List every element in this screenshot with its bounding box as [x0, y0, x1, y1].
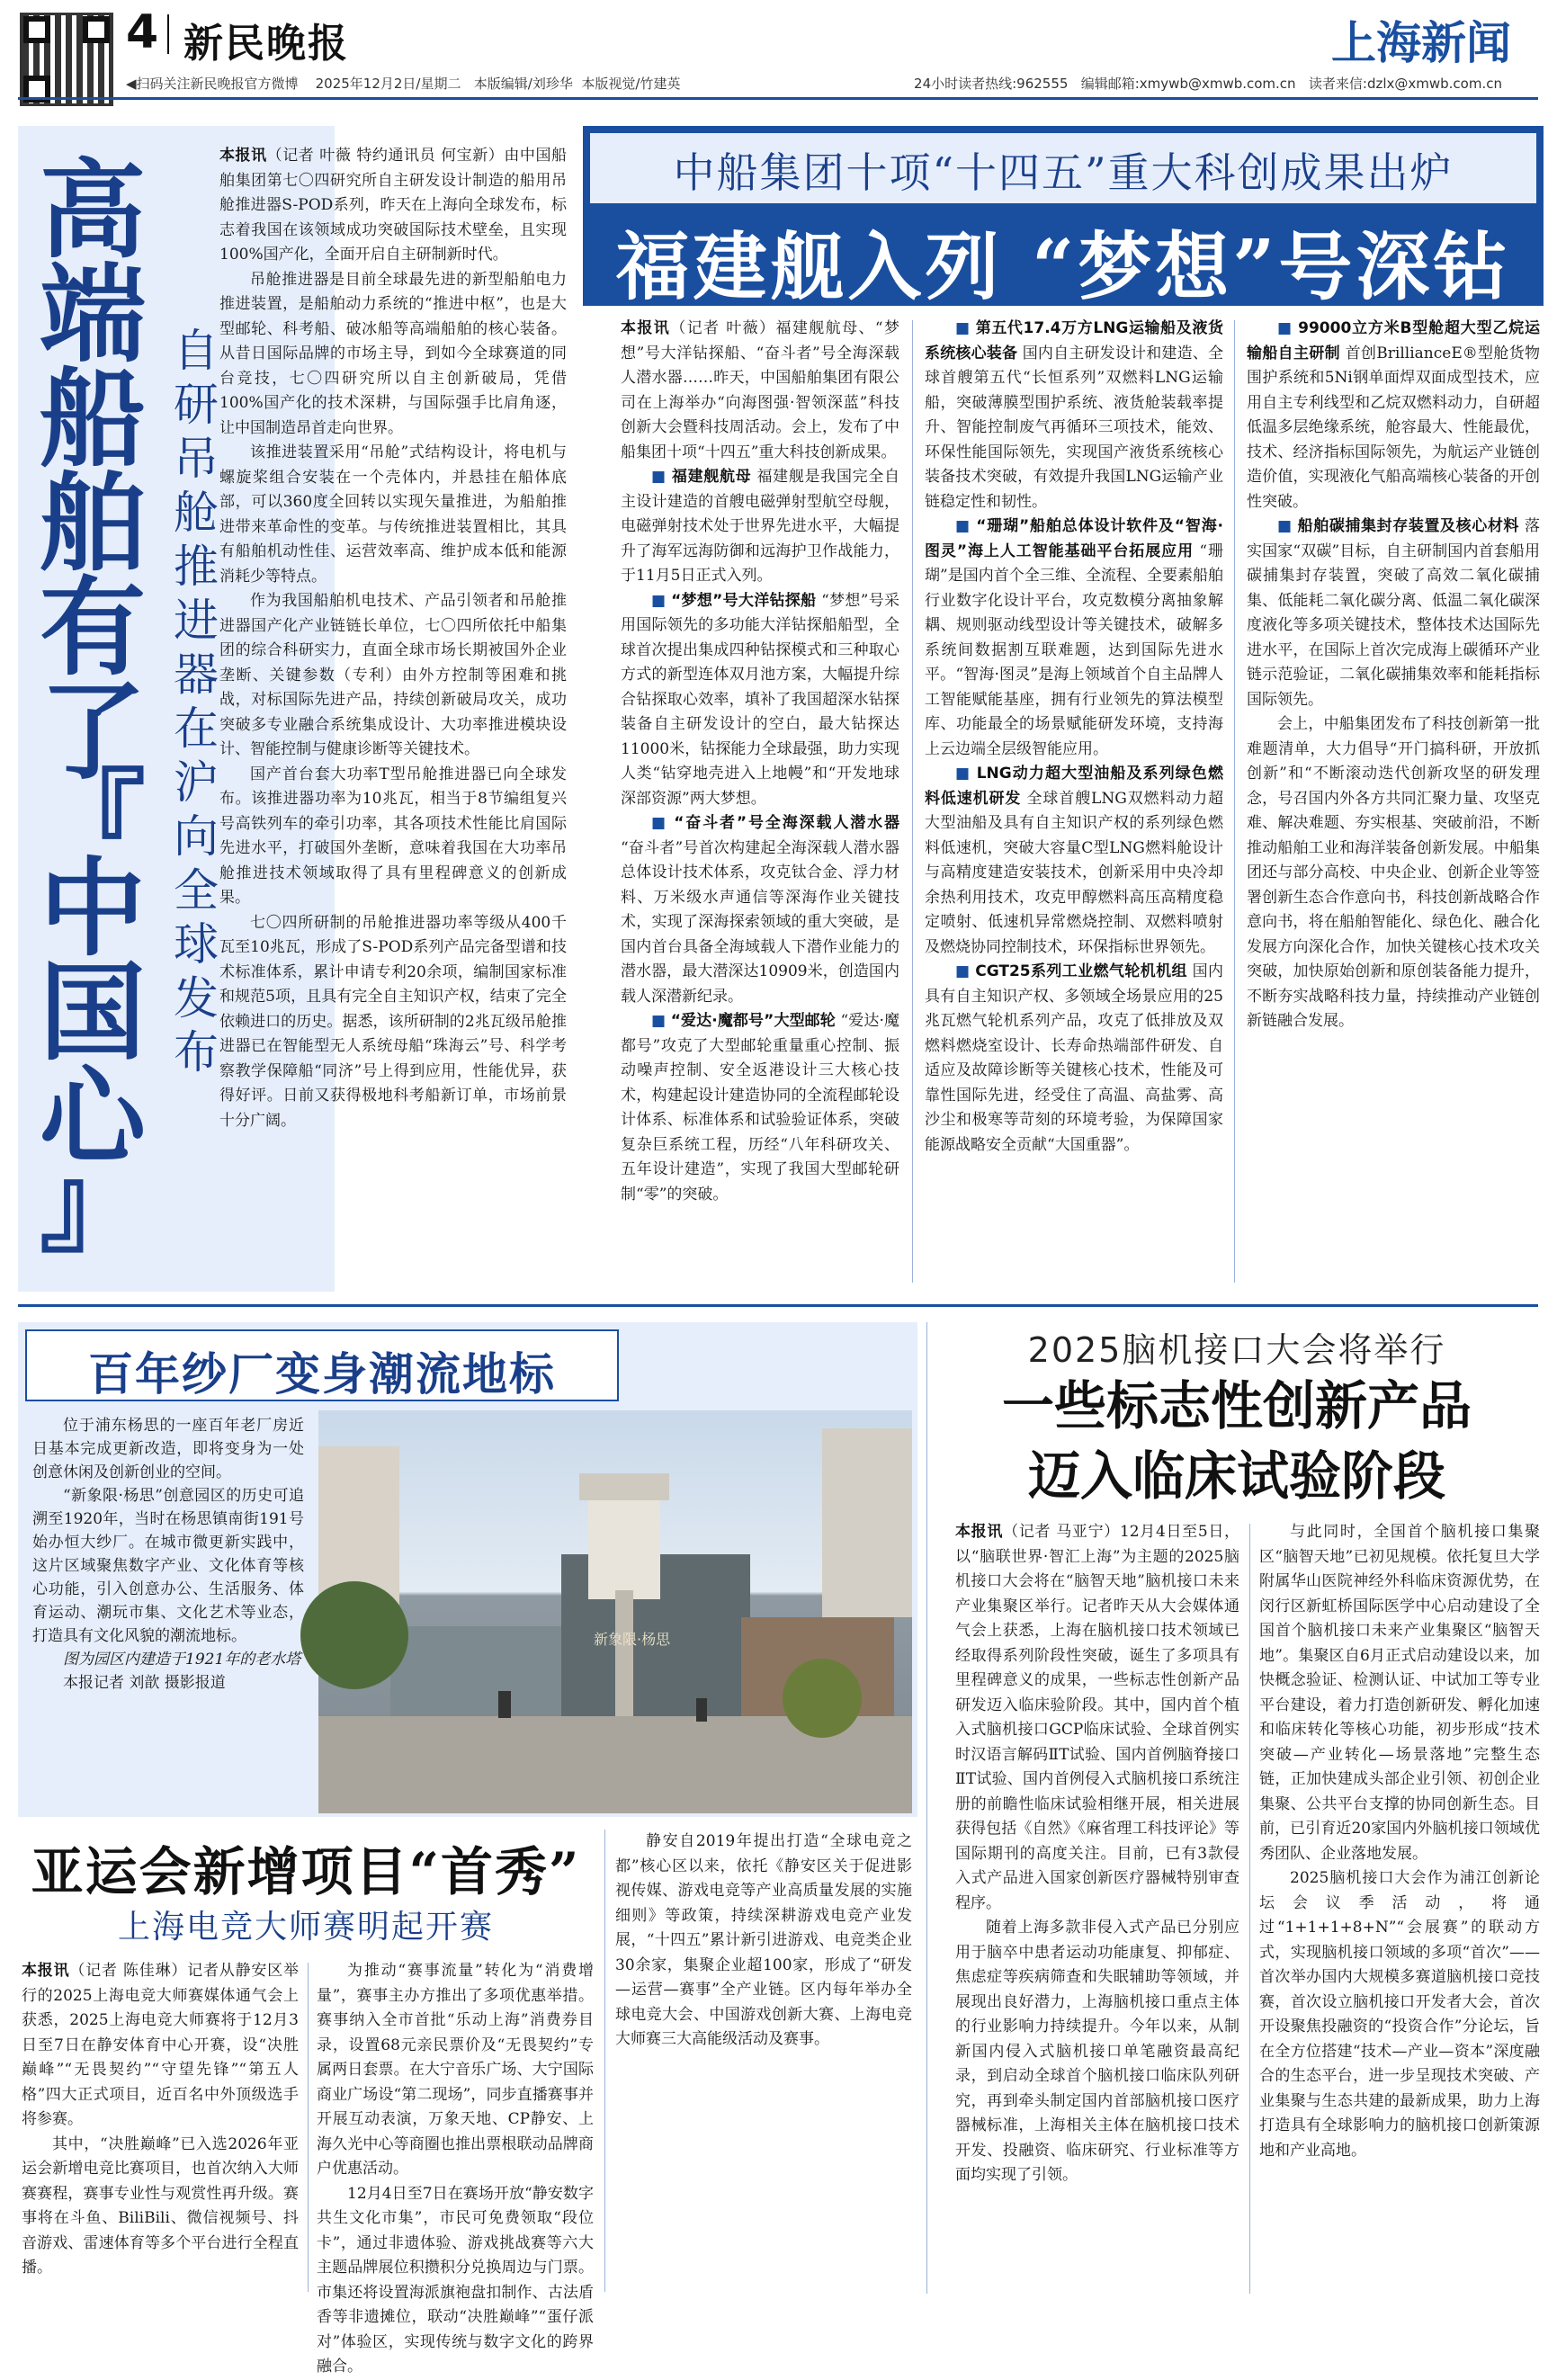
paragraph [955, 1520, 1239, 1916]
paragraph: 会上，中船集团发布了科技创新第一批难题清单，大力倡导“开门搞科研，开放抓创新”和“不断滚动迭代创新攻坚的研发理念，号召国内外各方共同汇聚力量、攻坚克难、解决难题、夯实根基、突破前沿，不断推动船舶工业和海洋装备创新发展。中船集团还与部分高校、中央企业、创新企业等签署创新生态合作意向书，科技创新战略合作意向书，将在船舶智能化、绿色化、融合化发展方向深化合作，加快关键核心技术攻关突破，加快原始创新和原创装备能力提升，不断夯实战略科技力量，持续推动产业链创新链融合发展。 [1247, 715, 1540, 1030]
story5-col-1 [22, 1959, 299, 2294]
water-tower [588, 1491, 660, 1599]
subhead-char: 舱 [174, 487, 219, 539]
story4-kicker: 2025脑机接口大会将举行 [1027, 1330, 1446, 1370]
byline: 本报讯 [22, 1962, 70, 1980]
paragraph [1247, 317, 1540, 514]
subhead-char: 推 [174, 541, 219, 593]
section-title: 上海新闻 [1331, 17, 1511, 69]
factory-photo [318, 1410, 912, 1813]
headline-char: 船 [39, 356, 146, 481]
subhead-char: 进 [174, 595, 219, 647]
paragraph-text: “爱达·魔都号”攻克了大型邮轮重量重心控制、振动噪声控制、安全返港设计三大核心技术，构建起设计建造协同的全流程邮轮设计体系、标准体系和试验验证体系，突破复杂巨系统工程，历经“八年科研攻关、五年设计建造”，实现了我国大型邮轮研制“零”的突破。 [621, 1012, 900, 1203]
paragraph: 与此同时，全国首个脑机接口集聚区“脑智天地”已初见规模。依托复旦大学附属华山医院神经外科临床资源优势，在闵行区新虹桥国际医学中心启动建设了全国首个脑机接口未来产业集聚区“脑智天地”。集聚区自6月正式启动建设以来，加快概念验证、检测认证、中试加工等专业平台建设，着力打造创新研发、孵化加速和临床转化等核心功能，初步形成“技术突破—产业转化—场景落地”完整生态链，正加快建成头部企业引领、初创企业集聚、公共平台支撑的协同创新生态。目前，已引育近20家国内外脑机接口领域优秀团队、企业落地发展。 [1259, 1523, 1540, 1863]
headline-line: 迈入临床试验阶段 [1027, 1445, 1445, 1507]
paragraph: “新象限·杨思”创意园区的历史可追溯至1920年，当时在杨思镇南街191号始办恒大纱厂。在城市微更新实践中，这片区域聚焦数字产业、文化体育等核心功能，引入创意办公、生活服务、体育运动、潮玩市集、文化艺术等业态，打造具有文化风貌的潮流地标。 [32, 1487, 304, 1645]
story2-col-1 [621, 317, 899, 1288]
visual-editor: 本版视觉/竹建英 [581, 76, 681, 92]
paragraph [621, 589, 899, 812]
column-rule [308, 1963, 309, 2292]
paragraph [621, 317, 899, 465]
subhead-char: 研 [174, 379, 219, 431]
item-title: 船舶碳捕集封存装置及核心材料 [1297, 517, 1520, 535]
paragraph: 该推进装置采用“吊舱”式结构设计，将电机与螺旋桨组合安装在一个壳体内，并悬挂在船体底部，可以360度全回转以实现矢量推进，为船舶推进带来革命性的变革。与传统推进装置相比，其具有船舶机动性佳、运营效率高、维护成本低和能源消耗少等特点。 [219, 443, 567, 586]
square-bullet-icon: ■ [651, 814, 667, 832]
paragraph-text: 落实国家“双碳”目标，自主研制国内首套船用碳捕集封存装置，突破了高效二氧化碳捕集、低能耗二氧化碳分离、低温二氧化碳深度液化等多项关键技术，整体技术达国际先进水平，在国际上首次完成海上碳循环产业链示范验证，二氧化碳捕集效率和能耗指标国际领先。 [1247, 517, 1541, 709]
letters-email: 读者来信:dzlx@xmwb.com.cn [1308, 76, 1502, 92]
paragraph [925, 960, 1223, 1158]
item-title: CGT25系列工业燃气轮机机组 [975, 962, 1187, 980]
photo-credit: 本报记者 刘歆 摄影报道 [63, 1674, 226, 1692]
paragraph-text: （记者 陈佳琳）记者从静安区举行的2025上海电竞大师赛媒体通气会上获悉，2025上海电竞大师赛将于12月3日至7日在静安体育中心开赛，设“决胜巅峰”“无畏契约”“守望先锋”“第五人格”四大正式项目，近百名中外顶级选手将参赛。 [22, 1962, 300, 2128]
factory-illustration [318, 1410, 912, 1813]
story5-subhead: 上海电竞大师赛明起开赛 [117, 1909, 494, 1946]
item-title: 99000立方米B型舱超大型乙烷运输船自主研制 [1247, 319, 1541, 362]
subhead-char: 吊 [174, 433, 219, 485]
headline-char: 国 [39, 950, 146, 1075]
square-bullet-icon: ■ [955, 765, 971, 783]
paragraph [1247, 514, 1540, 712]
paragraph: 随着上海多款非侵入式产品已分别应用于脑卒中患者运动功能康复、抑郁症、焦虑症等疾病筛查和失眠辅助等领域，并展现出良好潜力，上海脑机接口重点主体的行业影响力持续提升。今年以来，从制新国内侵入式脑机接口单笔融资最高纪录，到启动全球首个脑机接口临床队列研究，再到牵头制定国内首部脑机接口医疗器械标准，上海相关主体在脑机接口技术开发、投融资、临床研究、行业标准等方面均实现了引领。 [955, 1919, 1239, 2184]
story2-kicker: 中船集团十项“十四五”重大科创成果出炉 [673, 148, 1454, 197]
story1-body [219, 144, 567, 1286]
square-bullet-icon: ■ [955, 319, 971, 337]
story4-headline [935, 1371, 1538, 1511]
story5-col-3 [615, 1830, 912, 2294]
byline: 本报讯 [219, 147, 267, 165]
date-line: 2025年12月2日/星期二 [315, 76, 461, 92]
paragraph: 其中，“决胜巅峰”已入选2026年亚运会新增电竞比赛项目，也首次纳入大师赛赛程，赛事专业性与观赏性再升级。赛事将在斗鱼、BiliBili、微信视频号、抖音游戏、雷速体育等多个平台进行全程直播。 [22, 2134, 299, 2277]
tree [300, 1581, 408, 1689]
subhead-char: 发 [174, 972, 219, 1024]
paragraph-text: 国内自主研发设计和建造、全球首艘第五代“长恒系列”双燃料LNG运输船，突破薄膜型围护系统、液货舱装载率提升、智能控制废气再循环三项技术，能效、环保性能国际领先，实现国产液货系统核心装备技术突破，有效提升我国LNG运输产业链稳定性和韧性。 [925, 344, 1224, 511]
headline-char: 高 [39, 148, 146, 273]
story2-col-2 [925, 317, 1223, 1288]
page-number: 4 [126, 5, 159, 59]
paragraph: 作为我国船舶机电技术、产品引领者和吊舱推进器国产化产业链链长单位，七〇四所依托中船集团的综合科研实力，直面全球市场长期被国外企业垄断、关键参数（专利）由外方控制等困难和挑战，对标国际先进产品，持续创新破局攻关，成功突破多专业融合系统集成设计、大功率推进模块设计、智能控制与健康诊断等关键技术。 [219, 592, 567, 758]
headline-char: 了 [39, 669, 146, 794]
subhead-char: 全 [174, 864, 219, 917]
story3-body [32, 1414, 304, 1810]
headline-char: 』 [39, 1142, 146, 1267]
paragraph-text: （记者 马亚宁）12月4日至5日，以“脑联世界·智汇上海”为主题的2025脑机接口大会将在“脑智天地”脑机接口未来产业集聚区举行。记者昨天从大会媒体通气会上获悉，上海在脑机接口技术领域已经取得系列阶段性突破，诞生了多项具有里程碑意义的成果，一些标志性创新产品研发迈入临床验阶段。其中，国内首个植入式脑机接口GCP临床试验、全球首例实时汉语言解码ⅡT试验、国内首例脑脊接口ⅡT试验、国内首例侵入式脑机接口系统注册的前瞻性临床试验相继开展，相关进展获得包括《自然》《麻省理工科技评论》等国际期刊的高度关注。目前，已有3款侵入式产品进入国家创新医疗器械特别审查程序。 [955, 1523, 1240, 1912]
column-rule [912, 320, 913, 1283]
story2-headline: 福建舰入列 “梦想”号深钻 [615, 224, 1511, 310]
headline-line: 一些标志性创新产品 [1001, 1375, 1472, 1436]
paragraph: 国产首台套大功率T型吊舱推进器已向全球发布。该推进器功率为10兆瓦，相当于8节编组复兴号高铁列车的牵引功率，其各项技术性能比肩国际先进水平，打破国外垄断，意味着我国在大功率吊舱推进技术领域取得了具有里程碑意义的创新成果。 [219, 765, 567, 907]
square-bullet-icon: ■ [1277, 319, 1293, 337]
paragraph-text: 全球首艘LNG双燃料动力超大型油船及具有自主知识产权的系列绿色燃料低速机，突破大容量C型LNG燃料舱设计与高精度建造安装技术，创新采用中央冷却余热利用技术，攻克甲醇燃料高压高精度稳定喷射、低速机异常燃烧控制、双燃料喷射及燃烧协同控制技术，环保指标世界领先。 [925, 789, 1224, 956]
story1-subhead [169, 324, 223, 1079]
divider [167, 14, 169, 54]
photo-sign: 新象限·杨思 [594, 1631, 671, 1648]
item-title: LNG动力超大型油船及系列绿色燃料低速机研发 [925, 765, 1224, 808]
qr-finder-icon [23, 16, 50, 43]
paragraph: 吊舱推进器是目前全球最先进的新型船舶电力推进装置，是船舶动力系统的“推进中枢”，也是大型邮轮、科考船、破冰船等高端船舶的核心装备。从昔日国际品牌的市场主导，到如今全球赛道的同台竞技，七〇四研究所以自主创新破局，凭借100%国产化的技术深耕，与国际强手比肩角逐，让中国制造昂首走向世界。 [219, 270, 567, 437]
pedestrian [498, 1691, 511, 1718]
item-title: “珊瑚”船舶总体设计软件及“智海·图灵”海上人工智能基础平台拓展应用 [925, 517, 1224, 560]
paragraph [22, 1959, 299, 2133]
headline-char: 端 [39, 252, 146, 377]
paragraph-text: （记者 叶薇 特约通讯员 何宝新）由中国船舶集团第七〇四研究所自主研发设计制造的船用吊舱推进器S-POD系列，昨天在上海向全球发布，标志着我国在该领域成功突破国际技术壁垒，且实现100%国产化，全面开启自主研制新时代。 [219, 147, 567, 264]
story5-col-2 [317, 1959, 594, 2376]
section-rule [18, 1304, 1538, 1307]
paragraph: 静安自2019年提出打造“全球电竞之都”核心区以来，依托《静安区关于促进影视传媒、游戏电竞等产业高质量发展的实施细则》等政策，持续深耕游戏电竞产业发展，“十四五”累计新引进游戏、电竞类企业30余家，集聚企业超100家，形成了“研发—运营—赛事”全产业链。区内每年举办全球电竞大会、中国游戏创新大赛、上海电竞大师赛三大高能级活动及赛事。 [615, 1832, 912, 2048]
byline: 本报讯 [621, 319, 671, 337]
water-tower-top [579, 1473, 669, 1500]
story4-col-2 [1259, 1520, 1540, 2294]
pedestrian [696, 1698, 707, 1722]
masthead-info-line [126, 74, 1538, 93]
square-bullet-icon: ■ [1277, 517, 1293, 535]
column-rule [1234, 320, 1235, 1283]
headline-char: 『 [39, 757, 146, 882]
water-tower-leg [615, 1590, 633, 1716]
qr-hint: ◀扫码关注新民晚报官方微博 [126, 76, 299, 92]
item-title: “梦想”号大洋钻探船 [671, 591, 817, 610]
paragraph: 为推动“赛事流量”转化为“消费增量”，赛事主办方推出了多项优惠举措。赛事纳入全市首批“乐动上海”消费券目录，设置68元亲民票价及“无畏契约”专属两日套票。在大宁音乐广场、大宁国际商业广场设“第二现场”，同步直播赛事并开展互动表演，万象天地、CP静安、上海久光中心等商圈也推出票根联动品牌商户优惠活动。 [317, 1962, 594, 2178]
item-title: 第五代17.4万方LNG运输船及液货系统核心装备 [925, 319, 1223, 362]
headline-char: 心 [39, 1054, 146, 1179]
story2-col-3 [1247, 317, 1540, 1288]
square-bullet-icon: ■ [651, 591, 667, 610]
background-building [822, 1428, 912, 1617]
byline: 本报讯 [955, 1523, 1004, 1541]
headline-char: 中 [39, 846, 146, 971]
item-title: “爱达·魔都号”大型邮轮 [670, 1012, 836, 1030]
paragraph-text: “珊瑚”是国内首个全三维、全流程、全要素船舶行业数字化设计平台，攻克数模分离抽象解耦、规则驱动线型设计等关键技术，破解多系统间数据割互联难题，达到国际先进水平。“智海·图灵”是海上领域首个自主品牌人工智能赋能基座，拥有行业领先的算法模型库、功能最全的场景赋能研发环境，支持海上云边端全层级智能应用。 [925, 541, 1223, 758]
paragraph [621, 811, 899, 1009]
subhead-char: 器 [174, 649, 219, 701]
column-rule [1249, 1524, 1250, 2294]
column-rule [926, 1322, 927, 2294]
paper-name: 新民晚报 [183, 21, 349, 67]
paragraph [219, 144, 567, 268]
column-rule [604, 1830, 605, 2292]
paragraph: 位于浦东杨思的一座百年老厂房近日基本完成更新改造，即将变身为一处创意休闲及创新创业的空间。 [32, 1417, 304, 1481]
paragraph-text: “奋斗者”号首次构建起全海深载人潜水器总体设计技术体系，攻克钛合金、浮力材料、万米级水声通信等深海作业关键技术，实现了深海探索领域的重大突破，是国内首台具备全海域载人下潜作业能力的潜水器，最大潜深达10909米，创造国内载人深潜新纪录。 [621, 838, 899, 1006]
paragraph [621, 465, 899, 589]
item-title: 福建舰航母 [671, 468, 752, 486]
paragraph-text: “梦想”号采用国际领先的多功能大洋钻探船船型，全球首次提出集成四种钻探模式和三种取心方式的新型连体双月池方案，大幅提升综合钻探取心效率，填补了我国超深水钻探装备自主研发设计的空白，最大钻探达11000米，钻探能力全球最强，助力实现人类“钻穿地壳进入上地幔”和“开发地球深部资源”两大梦想。 [621, 591, 899, 808]
qr-finder-icon [83, 16, 110, 43]
square-bullet-icon: ■ [651, 468, 667, 486]
subhead-char: 在 [174, 702, 219, 755]
editor: 本版编辑/刘珍华 [473, 76, 573, 92]
item-title: “奋斗者”号全海深载人潜水器 [674, 814, 900, 832]
tree [783, 1659, 862, 1738]
subhead-char: 向 [174, 810, 219, 863]
paragraph: 七〇四所研制的吊舱推进器功率等级从400千瓦至10兆瓦，形成了S-POD系列产品完备型谱和技术标准体系，累计申请专利20余项，编制国家标准和规范5项，且具有完全自主知识产权，结束了完全依赖进口的历史。据悉，该所研制的2兆瓦级吊舱推进器已在智能型无人系统母船“珠海云”号、科学考察教学保障船“同济”号上得到应用，性能优异，获得好评。日前又获得极地科考船新订单，市场前景十分广阔。 [219, 913, 567, 1130]
headline-char: 有 [39, 565, 146, 690]
hotline: 24小时读者热线:962555 [914, 76, 1069, 92]
paragraph [925, 317, 1223, 514]
editor-email: 编辑邮箱:xmywb@xmwb.com.cn [1080, 76, 1296, 92]
paragraph: 2025脑机接口大会作为浦江创新论坛会议季活动，将通过“1+1+1+8+N”“会展赛”的联动方式，实现脑机接口领域的多项“首次”——首次举办国内大规模多赛道脑机接口竞技赛，首次设立脑机接口开发者大会，首次开设聚焦投融资的“投资合作”分论坛，旨在全方位搭建“技术—产业—资本”深度融合的生态平台，进一步呈现技术突破、产业集聚与生态共建的最新成果，助力上海打造具有全球影响力的脑机接口创新策源地和产业高地。 [1259, 1869, 1540, 2160]
paragraph [925, 762, 1223, 960]
subhead-char: 沪 [174, 756, 219, 809]
paragraph-text: 首创BrillianceE®型舱货物围护系统和5Ni钢单面焊双面成型技术，应用自主专利线型和乙烷双燃料动力，自研超低温多层绝缘系统，舱容最大、性能最优，技术、经济指标国际领先，为航运产业链创造价值，实现液化气船高端核心装备的开创性突破。 [1247, 344, 1541, 511]
paragraph [925, 514, 1223, 762]
paragraph: 12月4日至7日在赛场开放“静安数字共生文化市集”，市民可免费领取“段位卡”，通过非遗体验、游戏挑战赛等六大主题品牌展位积攒积分兑换周边与门票。市集还将设置海派旗袍盘扣制作、古法盾香等非遗摊位，联动“决胜巅峰”“蛋仔派对”体验区，实现传统与数字文化的跨界融合。 [317, 2184, 594, 2376]
story5-headline: 亚运会新增项目“首秀” [31, 1841, 581, 1902]
masthead-rule [18, 97, 1538, 100]
square-bullet-icon: ■ [955, 962, 971, 980]
story1-headline [25, 148, 160, 1267]
square-bullet-icon: ■ [955, 517, 971, 535]
factory-block [390, 1626, 570, 1716]
square-bullet-icon: ■ [651, 1012, 667, 1030]
subhead-char: 自 [174, 325, 219, 377]
subhead-char: 布 [174, 1026, 219, 1078]
photo-caption: 图为园区内建造于1921年的老水塔 [63, 1651, 301, 1669]
headline-char: 舶 [39, 461, 146, 586]
story4-col-1 [955, 1520, 1239, 2294]
subhead-char: 球 [174, 918, 219, 971]
story3-headline: 百年纱厂变身潮流地标 [88, 1347, 556, 1400]
paragraph-text: 国内具有自主知识产权、多领域全场景应用的25兆瓦燃气轮机系列产品，攻克了低排放及双燃料燃烧室设计、长寿命热端部件研发、自适应及故障诊断等关键核心技术，性能及可靠性国际先进，经受住了高温、高盐雾、高沙尘和极寒等苛刻的环境考验，为保障国家能源战略安全贡献“大国重器”。 [925, 962, 1224, 1154]
paragraph-text: （记者 叶薇）福建舰航母、“梦想”号大洋钻探船、“奋斗者”号全海深载人潜水器……昨天，中国船舶集团有限公司在上海举办“向海图强·智领深蓝”科技创新大会暨科技周活动。会上，发布了中船集团十项“十四五”重大科技创新成果。 [621, 319, 899, 461]
paragraph [621, 1009, 899, 1207]
paragraph-text: 福建舰是我国完全自主设计建造的首艘电磁弹射型航空母舰，电磁弹射技术处于世界先进水平，大幅提升了海军远海防御和远海护卫作战能力，于11月5日正式入列。 [621, 468, 900, 585]
